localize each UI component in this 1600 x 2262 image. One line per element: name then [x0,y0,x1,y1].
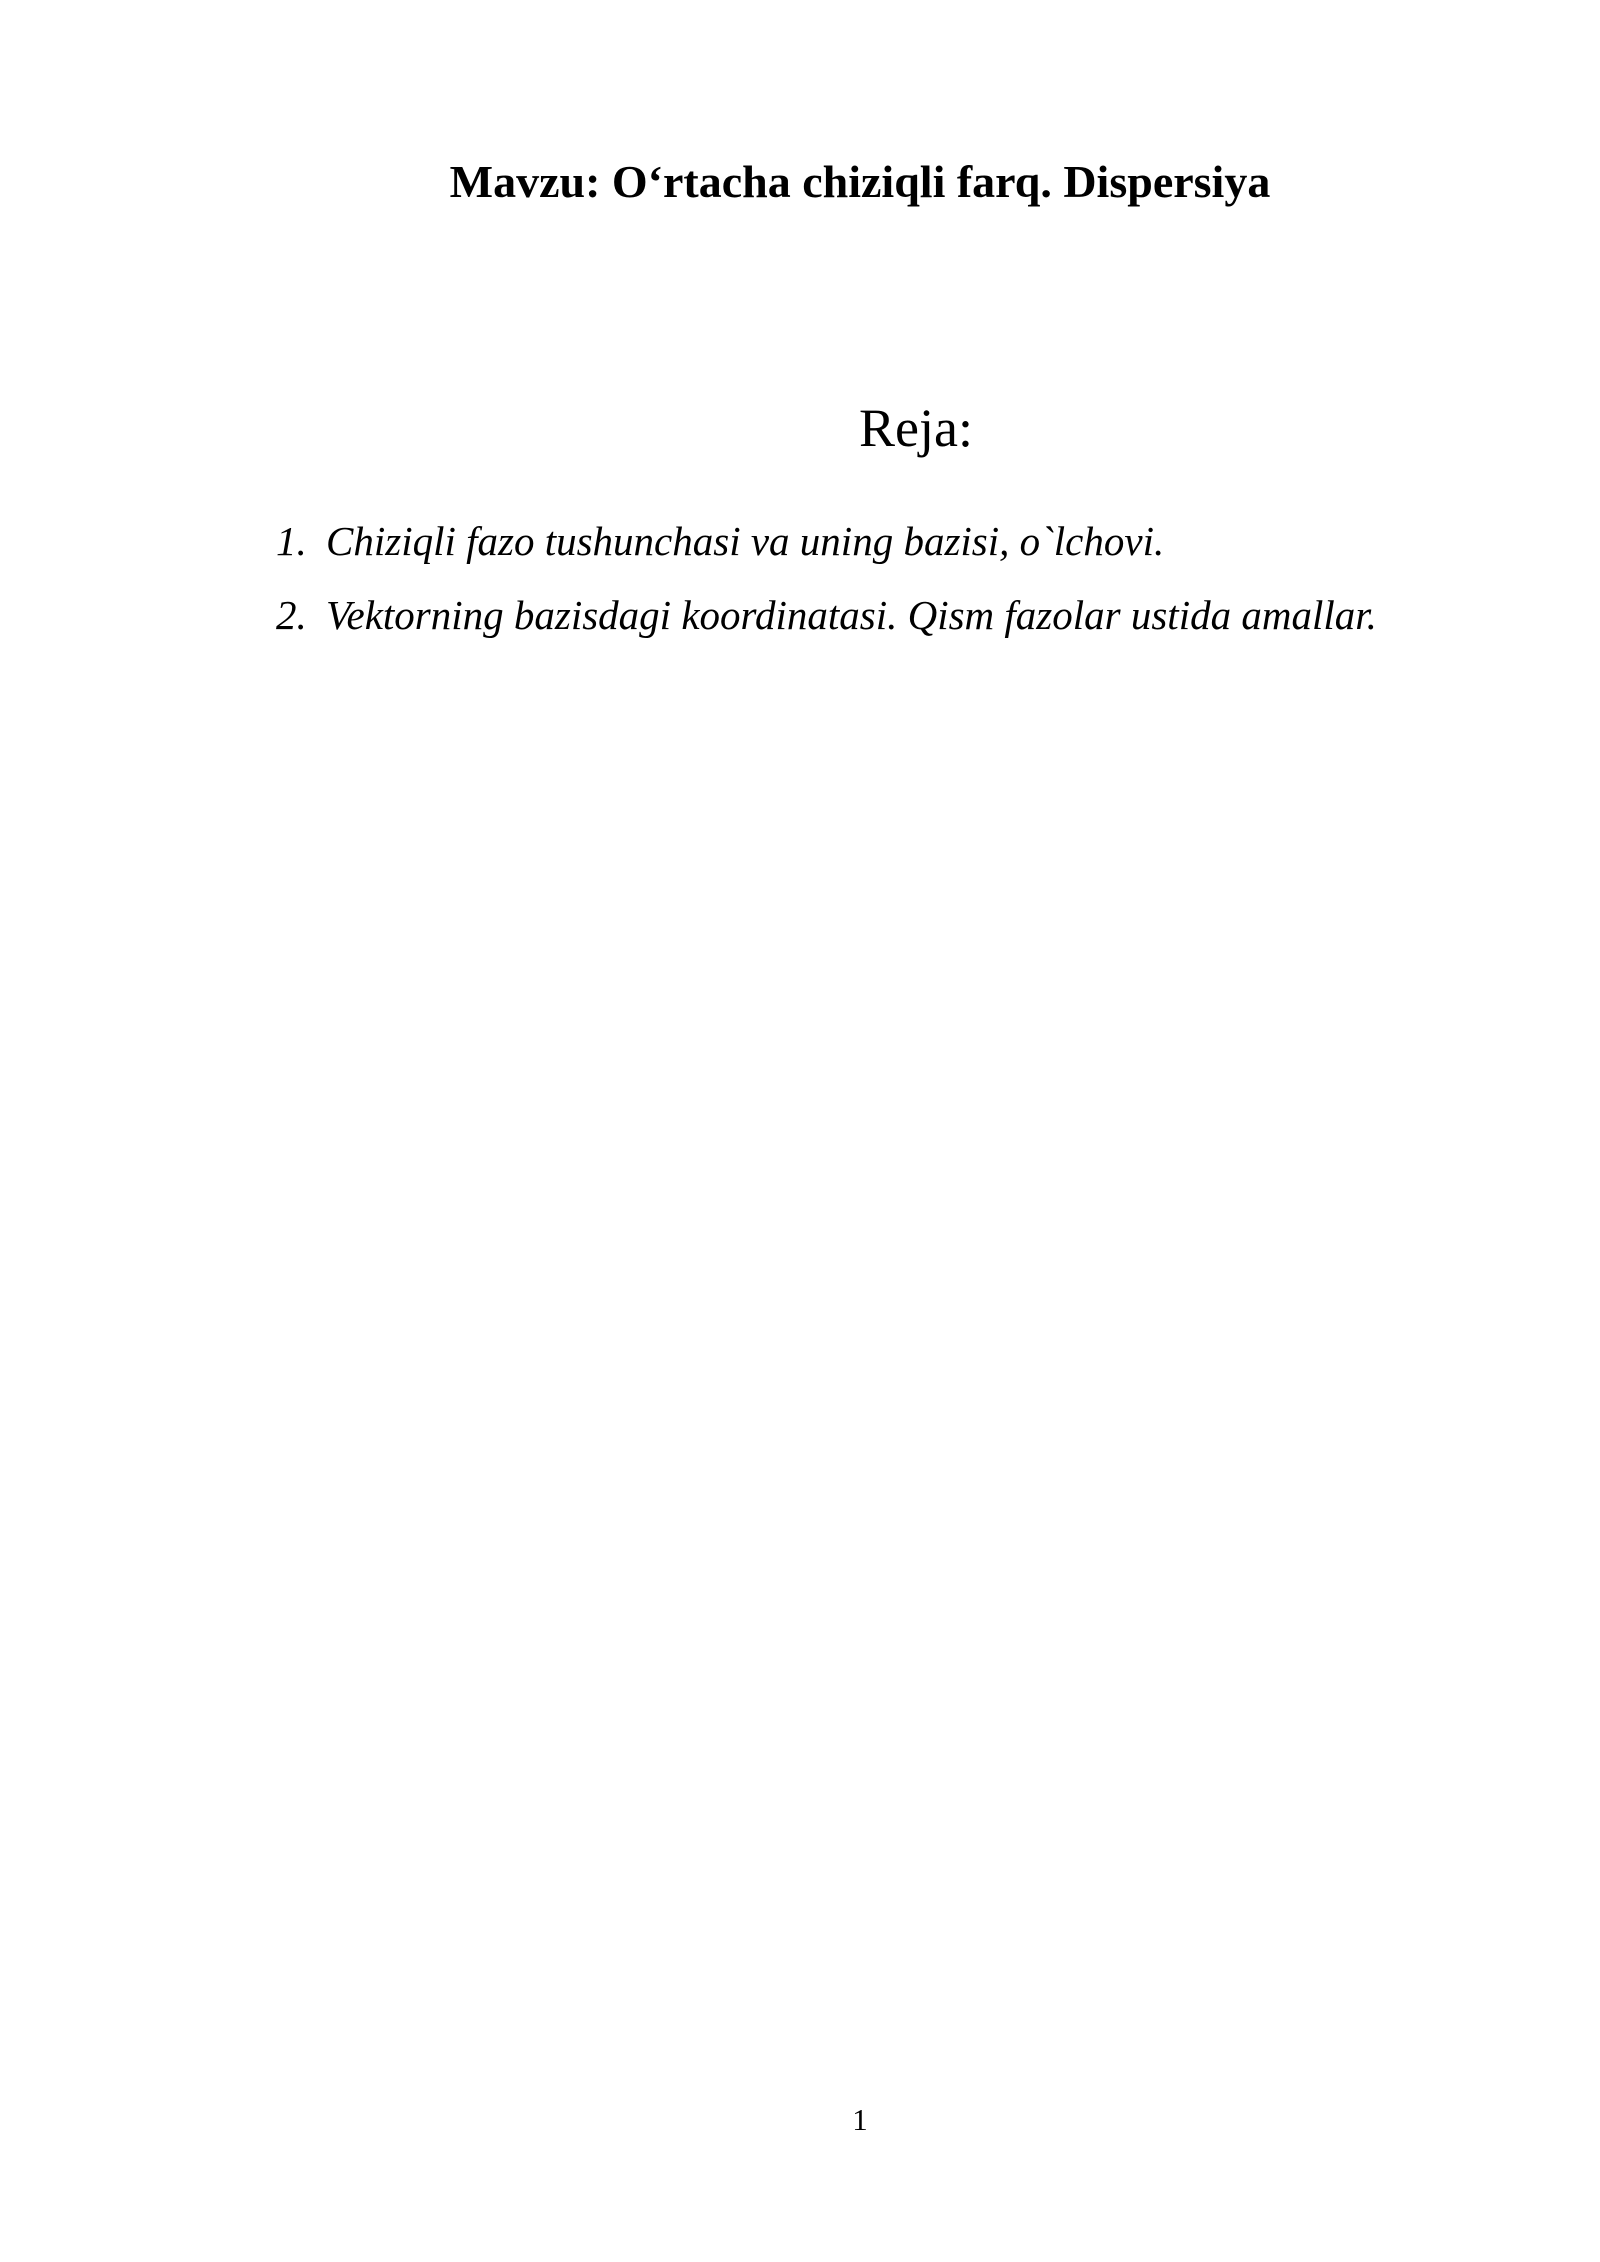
list-item-number: 2. [276,592,307,638]
page-title: Mavzu: O‘rtacha chiziqli farq. Dispersiya [449,156,1271,207]
plan-list [276,516,1377,664]
list-item-text: Vektorning bazisdagi koordinatasi. Qism fazolar ustida amallar. [326,592,1377,638]
list-item [276,516,1377,590]
plan-heading: Reja: [859,398,973,458]
page-number: 1 [852,2102,868,2137]
list-item [276,590,1377,664]
list-item-number: 1. [276,518,307,564]
list-item-text: Chiziqli fazo tushunchasi va uning bazisi, o`lchovi. [326,518,1165,564]
